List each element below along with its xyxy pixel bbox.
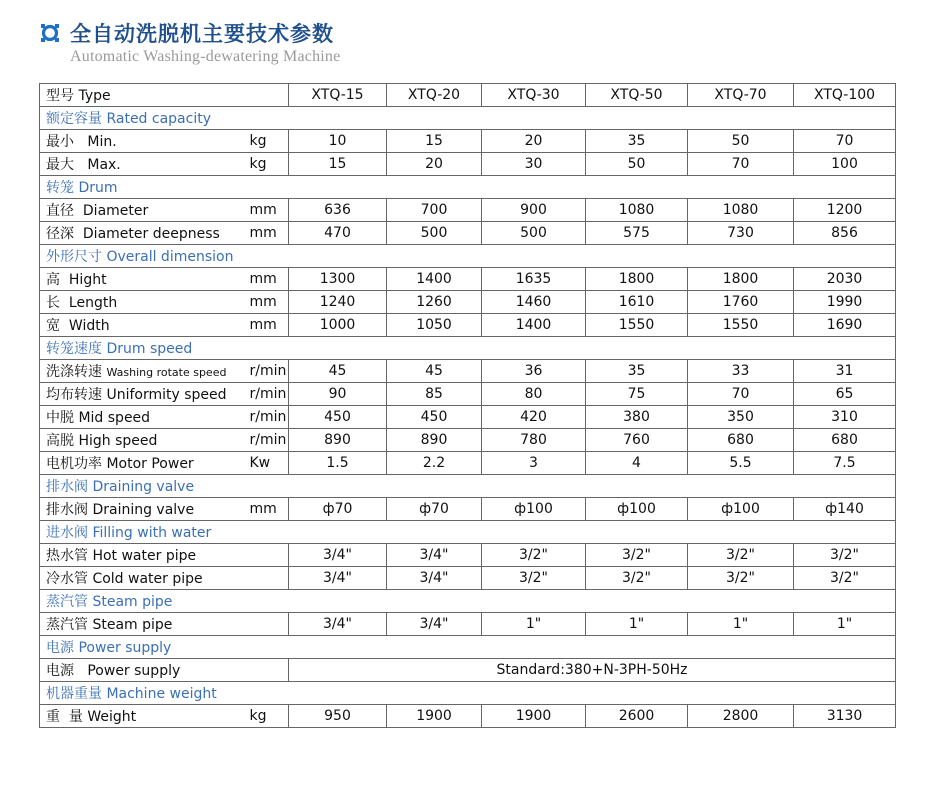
row-label bbox=[40, 544, 244, 567]
value-cell: ф70 bbox=[387, 498, 482, 521]
row-label bbox=[40, 222, 244, 245]
value-cell: 3/2" bbox=[482, 567, 586, 590]
unit-cell: mm bbox=[244, 498, 289, 521]
value-cell: 3/4" bbox=[387, 567, 482, 590]
table-row bbox=[40, 429, 896, 452]
value-cell: 4 bbox=[586, 452, 688, 475]
value-cell: 450 bbox=[289, 406, 387, 429]
value-cell: 1" bbox=[688, 613, 794, 636]
value-cell: 45 bbox=[387, 360, 482, 383]
row-label bbox=[40, 314, 244, 337]
section-label: 蒸汽管 Steam pipe bbox=[40, 590, 896, 613]
row-label-cn: 重 量 bbox=[46, 709, 83, 725]
row-label bbox=[40, 268, 244, 291]
table-row bbox=[40, 659, 896, 682]
table-row bbox=[40, 406, 896, 429]
value-cell: 680 bbox=[794, 429, 896, 452]
row-label-cn: 电源 bbox=[46, 663, 74, 679]
value-cell: 1300 bbox=[289, 268, 387, 291]
table-row bbox=[40, 383, 896, 406]
row-label bbox=[40, 613, 244, 636]
section-label: 额定容量 Rated capacity bbox=[40, 107, 896, 130]
unit-cell: mm bbox=[244, 222, 289, 245]
value-cell: 1760 bbox=[688, 291, 794, 314]
row-label bbox=[40, 452, 244, 475]
row-label-cn: 中脱 bbox=[46, 410, 74, 426]
row-label-cn: 排水阀 bbox=[46, 502, 88, 518]
row-label-en: Hot water pipe bbox=[92, 548, 197, 564]
model-header: XTQ-70 bbox=[688, 84, 794, 107]
row-label-cn: 电机功率 bbox=[46, 456, 102, 472]
value-cell: 1400 bbox=[387, 268, 482, 291]
value-cell: 856 bbox=[794, 222, 896, 245]
value-cell: 780 bbox=[482, 429, 586, 452]
table-row bbox=[40, 291, 896, 314]
value-cell: 70 bbox=[688, 383, 794, 406]
row-label-en: Diameter deepness bbox=[82, 226, 220, 242]
value-cell: 350 bbox=[688, 406, 794, 429]
value-cell: 15 bbox=[387, 130, 482, 153]
value-cell: 3/2" bbox=[794, 544, 896, 567]
row-label-en: Mid speed bbox=[78, 410, 151, 426]
value-cell: 1635 bbox=[482, 268, 586, 291]
unit-cell bbox=[244, 544, 289, 567]
value-cell: 3/4" bbox=[289, 544, 387, 567]
value-cell: 80 bbox=[482, 383, 586, 406]
section-row bbox=[40, 521, 896, 544]
value-cell: 636 bbox=[289, 199, 387, 222]
row-label-cn: 冷水管 bbox=[46, 571, 88, 587]
value-cell: 3/4" bbox=[387, 544, 482, 567]
table-row bbox=[40, 544, 896, 567]
section-label: 进水阀 Filling with water bbox=[40, 521, 896, 544]
row-label-en: Uniformity speed bbox=[106, 387, 227, 403]
row-label bbox=[40, 153, 244, 176]
unit-cell: mm bbox=[244, 199, 289, 222]
section-row bbox=[40, 636, 896, 659]
value-cell: 2600 bbox=[586, 705, 688, 728]
unit-cell: mm bbox=[244, 291, 289, 314]
section-row bbox=[40, 176, 896, 199]
row-label-cn: 直径 bbox=[46, 203, 74, 219]
value-cell: 1" bbox=[794, 613, 896, 636]
row-label bbox=[40, 199, 244, 222]
table-row bbox=[40, 613, 896, 636]
row-label-en: Length bbox=[68, 295, 118, 311]
row-label bbox=[40, 291, 244, 314]
table-row bbox=[40, 153, 896, 176]
value-cell: ф140 bbox=[794, 498, 896, 521]
model-header: XTQ-100 bbox=[794, 84, 896, 107]
value-cell: 3/2" bbox=[586, 567, 688, 590]
value-cell: 1610 bbox=[586, 291, 688, 314]
row-label bbox=[40, 406, 244, 429]
unit-cell: r/min bbox=[244, 429, 289, 452]
row-label bbox=[40, 567, 244, 590]
title-row bbox=[40, 18, 340, 48]
row-label-cn: 热水管 bbox=[46, 548, 88, 564]
value-cell: 1550 bbox=[688, 314, 794, 337]
value-cell: 1900 bbox=[482, 705, 586, 728]
row-label-en: Min. bbox=[87, 134, 117, 150]
table-row bbox=[40, 222, 896, 245]
value-cell: 1460 bbox=[482, 291, 586, 314]
value-cell: 20 bbox=[482, 130, 586, 153]
section-row bbox=[40, 682, 896, 705]
row-label-en: Max. bbox=[87, 157, 121, 173]
model-header: XTQ-15 bbox=[289, 84, 387, 107]
section-row bbox=[40, 107, 896, 130]
unit-cell: mm bbox=[244, 268, 289, 291]
page-title: 全自动洗脱机主要技术参数 bbox=[70, 22, 334, 46]
model-header: XTQ-50 bbox=[586, 84, 688, 107]
unit-cell: kg bbox=[244, 153, 289, 176]
row-label-en: Power supply bbox=[87, 663, 181, 679]
value-cell: 36 bbox=[482, 360, 586, 383]
row-label-en: Width bbox=[68, 318, 110, 334]
value-cell: 1000 bbox=[289, 314, 387, 337]
value-cell: 890 bbox=[387, 429, 482, 452]
value-cell: 890 bbox=[289, 429, 387, 452]
value-cell: 3/2" bbox=[586, 544, 688, 567]
section-label: 排水阀 Draining valve bbox=[40, 475, 896, 498]
row-label-en: Draining valve bbox=[92, 502, 195, 518]
unit-cell: kg bbox=[244, 705, 289, 728]
value-cell: ф70 bbox=[289, 498, 387, 521]
value-cell: 3/2" bbox=[688, 544, 794, 567]
spec-table bbox=[39, 83, 896, 728]
row-label-cn: 均布转速 bbox=[46, 387, 102, 403]
value-cell: 310 bbox=[794, 406, 896, 429]
unit-cell bbox=[244, 613, 289, 636]
value-cell: 380 bbox=[586, 406, 688, 429]
table-row bbox=[40, 360, 896, 383]
value-cell: 15 bbox=[289, 153, 387, 176]
value-cell: 470 bbox=[289, 222, 387, 245]
section-row bbox=[40, 475, 896, 498]
row-label-cn: 洗涤转速 bbox=[46, 364, 102, 380]
table-row bbox=[40, 268, 896, 291]
table-row bbox=[40, 452, 896, 475]
table-row bbox=[40, 567, 896, 590]
value-cell: 1200 bbox=[794, 199, 896, 222]
value-cell: 3/2" bbox=[482, 544, 586, 567]
ring-logo-icon bbox=[40, 23, 60, 43]
type-header: 型号 Type bbox=[40, 84, 289, 107]
value-cell: 3/4" bbox=[387, 613, 482, 636]
table-row bbox=[40, 498, 896, 521]
value-cell: ф100 bbox=[688, 498, 794, 521]
value-cell: 20 bbox=[387, 153, 482, 176]
power-supply-value: Standard:380+N-3PH-50Hz bbox=[289, 659, 896, 682]
value-cell: 5.5 bbox=[688, 452, 794, 475]
unit-cell: r/min bbox=[244, 383, 289, 406]
value-cell: 35 bbox=[586, 130, 688, 153]
value-cell: 500 bbox=[482, 222, 586, 245]
value-cell: 50 bbox=[586, 153, 688, 176]
section-label: 电源 Power supply bbox=[40, 636, 896, 659]
value-cell: 900 bbox=[482, 199, 586, 222]
row-label bbox=[40, 659, 244, 682]
value-cell: 1800 bbox=[688, 268, 794, 291]
value-cell: 1900 bbox=[387, 705, 482, 728]
section-label: 转笼速度 Drum speed bbox=[40, 337, 896, 360]
value-cell: 30 bbox=[482, 153, 586, 176]
unit-cell: kg bbox=[244, 130, 289, 153]
value-cell: 31 bbox=[794, 360, 896, 383]
row-label bbox=[40, 130, 244, 153]
value-cell: 90 bbox=[289, 383, 387, 406]
value-cell: 2800 bbox=[688, 705, 794, 728]
value-cell: 420 bbox=[482, 406, 586, 429]
value-cell: 7.5 bbox=[794, 452, 896, 475]
value-cell: 85 bbox=[387, 383, 482, 406]
model-header: XTQ-20 bbox=[387, 84, 482, 107]
value-cell: 1990 bbox=[794, 291, 896, 314]
page-header bbox=[40, 18, 340, 66]
row-label bbox=[40, 360, 244, 383]
unit-cell: r/min bbox=[244, 406, 289, 429]
value-cell: 575 bbox=[586, 222, 688, 245]
value-cell: 1550 bbox=[586, 314, 688, 337]
value-cell: 760 bbox=[586, 429, 688, 452]
value-cell: 1400 bbox=[482, 314, 586, 337]
section-row bbox=[40, 337, 896, 360]
row-label-cn: 径深 bbox=[46, 226, 74, 242]
value-cell: 730 bbox=[688, 222, 794, 245]
row-label-cn: 长 bbox=[46, 295, 60, 311]
row-label bbox=[40, 498, 244, 521]
value-cell: 3130 bbox=[794, 705, 896, 728]
value-cell: 3/2" bbox=[794, 567, 896, 590]
value-cell: 35 bbox=[586, 360, 688, 383]
value-cell: 1" bbox=[586, 613, 688, 636]
row-label-en: Cold water pipe bbox=[92, 571, 203, 587]
value-cell: 700 bbox=[387, 199, 482, 222]
value-cell: 45 bbox=[289, 360, 387, 383]
row-label-cn: 最大 bbox=[46, 157, 74, 173]
value-cell: 10 bbox=[289, 130, 387, 153]
value-cell: 1690 bbox=[794, 314, 896, 337]
value-cell: 1240 bbox=[289, 291, 387, 314]
section-label: 转笼 Drum bbox=[40, 176, 896, 199]
page-subtitle: Automatic Washing-dewatering Machine bbox=[70, 48, 341, 65]
section-label: 外形尺寸 Overall dimension bbox=[40, 245, 896, 268]
row-label bbox=[40, 383, 244, 406]
section-row bbox=[40, 245, 896, 268]
row-label-en: High speed bbox=[78, 433, 158, 449]
value-cell: 50 bbox=[688, 130, 794, 153]
table-row bbox=[40, 199, 896, 222]
row-label-en: Diameter bbox=[82, 203, 149, 219]
value-cell: ф100 bbox=[586, 498, 688, 521]
value-cell: 3 bbox=[482, 452, 586, 475]
value-cell: 1080 bbox=[688, 199, 794, 222]
value-cell: 1800 bbox=[586, 268, 688, 291]
value-cell: 500 bbox=[387, 222, 482, 245]
table-row bbox=[40, 314, 896, 337]
value-cell: 1" bbox=[482, 613, 586, 636]
value-cell: 1.5 bbox=[289, 452, 387, 475]
value-cell: 33 bbox=[688, 360, 794, 383]
value-cell: 680 bbox=[688, 429, 794, 452]
row-label-cn: 宽 bbox=[46, 318, 60, 334]
value-cell: 450 bbox=[387, 406, 482, 429]
row-label-en: Steam pipe bbox=[92, 617, 173, 633]
model-header: XTQ-30 bbox=[482, 84, 586, 107]
value-cell: 70 bbox=[794, 130, 896, 153]
row-label-en: Weight bbox=[87, 709, 137, 725]
table-row bbox=[40, 705, 896, 728]
row-label-en: Motor Power bbox=[106, 456, 194, 472]
row-label-cn: 高 bbox=[46, 272, 60, 288]
unit-cell: r/min bbox=[244, 360, 289, 383]
section-row bbox=[40, 590, 896, 613]
row-label-cn: 高脱 bbox=[46, 433, 74, 449]
row-label-cn: 蒸汽管 bbox=[46, 617, 88, 633]
value-cell: 75 bbox=[586, 383, 688, 406]
value-cell: 3/2" bbox=[688, 567, 794, 590]
value-cell: 65 bbox=[794, 383, 896, 406]
value-cell: 100 bbox=[794, 153, 896, 176]
value-cell: 3/4" bbox=[289, 613, 387, 636]
row-label bbox=[40, 705, 244, 728]
value-cell: 1260 bbox=[387, 291, 482, 314]
row-label bbox=[40, 429, 244, 452]
value-cell: 70 bbox=[688, 153, 794, 176]
value-cell: 3/4" bbox=[289, 567, 387, 590]
row-label-en: Hight bbox=[68, 272, 107, 288]
value-cell: 1050 bbox=[387, 314, 482, 337]
value-cell: 1080 bbox=[586, 199, 688, 222]
value-cell: 2.2 bbox=[387, 452, 482, 475]
row-label-cn: 最小 bbox=[46, 134, 74, 150]
unit-cell: mm bbox=[244, 314, 289, 337]
row-label-en: Washing rotate speed bbox=[106, 366, 227, 379]
model-header-row bbox=[40, 84, 896, 107]
value-cell: 950 bbox=[289, 705, 387, 728]
table-row bbox=[40, 130, 896, 153]
unit-cell bbox=[244, 567, 289, 590]
value-cell: ф100 bbox=[482, 498, 586, 521]
unit-cell: Kw bbox=[244, 452, 289, 475]
value-cell: 2030 bbox=[794, 268, 896, 291]
unit-cell bbox=[244, 659, 289, 682]
section-label: 机器重量 Machine weight bbox=[40, 682, 896, 705]
